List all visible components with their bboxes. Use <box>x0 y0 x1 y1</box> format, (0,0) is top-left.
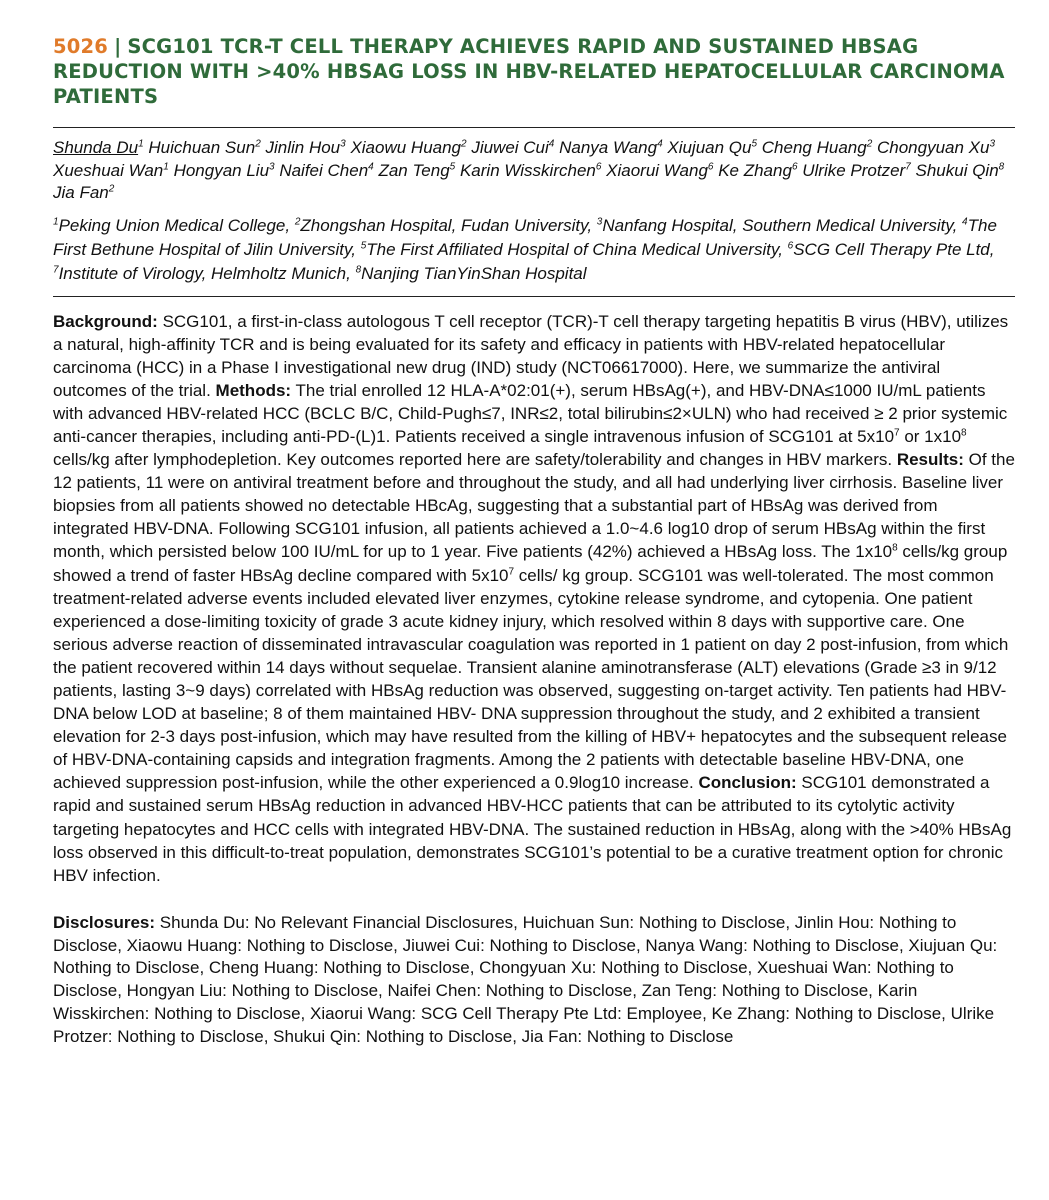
author-sup: 4 <box>548 138 555 150</box>
author-sup: 2 <box>866 138 873 150</box>
results-text: Of the 12 patients, 11 were on antiviral treatment before and throughout the study, and all had underlying liver cirrhosis. Baseline liver biopsies from all patients showed no detectable HBcAg, suggesting that a substantial part of HBsAg was derived from integrated HBV-DNA. Following SCG101 infusion, all patients achieved a 1.0~4.6 log10 drop of serum HBsAg within the first month, which persisted below 100 IU/mL for up to 1 year. Five patients (42%) achieved a HBsAg loss. The 1x10 <box>53 450 1015 562</box>
results-sup: 8 <box>892 542 898 554</box>
results-sup: 7 <box>508 565 515 577</box>
author-name: Shukui Qin <box>915 160 999 180</box>
affiliation-sup: 7 <box>53 263 59 275</box>
results-text: cells/ kg group. SCG101 was well-tolerated. The most common treatment-related adverse events included elevated liver enzymes, cytokine release syndrome, and cytopenia. One patient experienced a dose-limiting toxicity of grade 3 acute kidney injury, which resolved within 8 days with supportive care. One serious adverse reaction of disseminated intravascular coagulation was reported in 1 patient on day 2 post-infusion, from which the patient recovered within 14 days without sequelae. Transient alanine aminotransferase (ALT) elevations (Grade ≥3 in 9/12 patients, lasting 3~9 days) correlated with HBsAg reduction was observed, suggesting on-target activity. Ten patients had HBV-DNA below LOD at baseline; 8 of them maintained HBV- DNA suppression throughout the study, and 2 exhibited a transient elevation for 2-3 days post-infusion, which may have resulted from the killing of HBV+ hepatocytes and the subsequent release of HBV-DNA-containing capsids and integration fragments. Among the 2 patients with detectable baseline HBV-DNA, one achieved suppression post-infusion, while the other experienced a 0.9log10 increase. <box>53 565 1009 793</box>
author-sup: 6 <box>791 160 798 172</box>
author-sup: 4 <box>368 160 374 172</box>
author-sup: 6 <box>707 160 714 172</box>
affiliation-sup: 4 <box>962 215 968 227</box>
methods-sup: 8 <box>961 427 967 439</box>
abstract-page <box>53 34 1015 1049</box>
author-name: Nanya Wang <box>559 138 658 157</box>
author-name: Chongyuan Xu <box>877 138 990 157</box>
affiliation-sup: 1 <box>53 215 59 227</box>
affiliation-sup: 8 <box>355 263 362 275</box>
author-name: Jinlin Hou <box>265 138 341 157</box>
abstract-number: 5026 <box>53 35 109 58</box>
author-sup: 1 <box>163 160 169 172</box>
conclusion-text: SCG101 demonstrated a rapid and sustained serum HBsAg reduction in advanced HBV-HCC patients that can be attributed to its cytolytic activity targeting hepatocytes and HCC cells with integrated HBV-DNA. The sustained reduction in HBsAg, along with the >40% HBsAg loss observed in this difficult-to-treat population, demonstrates SCG101’s potential to be a curative treatment option for chronic HBV infection. <box>53 773 1012 885</box>
disclosures <box>53 912 1015 1049</box>
author-name: Jia Fan <box>53 183 109 202</box>
title-separator: | <box>114 35 122 58</box>
author-sup: 3 <box>989 138 996 150</box>
author-first: Shunda Du <box>53 138 139 157</box>
author-sup: 2 <box>461 138 467 150</box>
methods-text: or 1x10 <box>899 426 962 446</box>
affiliation-name: Nanfang Hospital, Southern Medical University <box>602 215 953 235</box>
author-sup: 5 <box>751 138 758 150</box>
abstract-body <box>53 310 1015 887</box>
author-sup: 2 <box>255 138 261 150</box>
author-sup: 8 <box>998 160 1005 172</box>
abstract-title-text: SCG101 TCR-T CELL THERAPY ACHIEVES RAPID AND SUSTAINED HBSAG REDUCTION WITH >40% HBSAG LOSS IN HBV-RELATED HEPATOCELLULAR CARCINOMA PATIENTS <box>53 35 1005 108</box>
author-name: Naifei Chen <box>279 160 369 180</box>
author-name: Xiaorui Wang <box>606 160 708 180</box>
author-name: Xueshuai Wan <box>53 160 164 180</box>
author-name: Huichuan Sun <box>148 138 256 157</box>
affiliation-sup: 2 <box>294 215 301 227</box>
methods-label: Methods: <box>215 380 292 400</box>
bottom-divider <box>53 296 1015 297</box>
author-name: Ke Zhang <box>718 160 792 180</box>
methods-text: cells/kg after lymphodepletion. Key outcomes reported here are safety/tolerability and changes in HBV markers. <box>53 450 897 470</box>
affiliation-name: Institute of Virology, Helmholtz Munich <box>58 263 347 283</box>
author-sup: 6 <box>595 160 602 172</box>
author-sup: 3 <box>340 138 346 150</box>
author-first-sup: 1 <box>138 138 144 150</box>
abstract-title <box>53 34 1015 109</box>
results-text: cells/kg group showed a trend of faster HBsAg decline compared with 5x10 <box>53 542 1008 585</box>
affiliation-name: The First Affiliated Hospital of China Medical University <box>366 239 779 259</box>
affiliation-sup: 3 <box>596 215 603 227</box>
author-sup: 5 <box>449 160 456 172</box>
background-text: SCG101, a first-in-class autologous T cell receptor (TCR)-T cell therapy targeting hepatitis B virus (HBV), utilizes a natural, high-affinity TCR and is being evaluated for its safety and efficacy in patients with HBV-related hepatocellular carcinoma (HCC) in a Phase I investigational new drug (IND) study (NCT06617000). Here, we summarize the antiviral outcomes of the trial. <box>53 311 1009 400</box>
disclosures-text: Shunda Du: No Relevant Financial Disclosures, Huichuan Sun: Nothing to Disclose, Jinlin Hou: Nothing to Disclose, Xiaowu Huang: Nothing to Disclose, Jiuwei Cui: Nothing to Disclose, Nanya Wang: Nothing to Disclose, Xiujuan Qu: Nothing to Disclose, Cheng Huang: Nothing to Disclose, Chongyuan Xu: Nothing to Disclose, Xueshuai Wan: Nothing to Disclose, Hongyan Liu: Nothing to Disclose, Naifei Chen: Nothing to Disclose, Zan Teng: Nothing to Disclose, Karin Wisskirchen: Nothing to Disclose, Xiaorui Wang: SCG Cell Therapy Pte Ltd: Employee, Ke Zhang: Nothing to Disclose, Ulrike Protzer: Nothing to Disclose, Shukui Qin: Nothing to Disclose, Jia Fan: Nothing to Disclose <box>53 912 998 1046</box>
affiliation-name: Nanjing TianYinShan Hospital <box>361 263 587 283</box>
author-sup: 3 <box>269 160 275 172</box>
affiliation-list: $^1$Peking Union Medical College, $^2$Zhongshan Hospital, Fudan University, $^3$Nanfang Hospital, Southern Medical University, $^4$The First Bethune Hospital of Jilin University, $^5$The First Affiliated Hospital of China Medical University, $^6$SCG Cell Therapy Pte Ltd, $^7$Institute of Virology, Helmholtz Munich, $^8$Nanjing TianYinShan Hospital <box>53 215 997 283</box>
author-name: Ulrike Protzer <box>802 160 906 180</box>
top-divider <box>53 127 1015 128</box>
methods-text: The trial enrolled 12 HLA-A*02:01(+), serum HBsAg(+), and HBV-DNA≤1000 IU/mL patients with advanced HBV-related HCC (BCLC B/C, Child-Pugh≤7, INR≤2, total bilirubin≤2×ULN) who had received ≥ 2 prior systemic anti-cancer therapies, including anti-PD-(L)1. Patients received a single intravenous infusion of SCG101 at 5x10 <box>53 380 1008 446</box>
author-name: Cheng Huang <box>761 138 867 157</box>
author-name: Xiaowu Huang <box>350 138 462 157</box>
author-name: Jiuwei Cui <box>471 138 549 157</box>
author-list <box>53 137 1015 205</box>
results-label: Results: <box>896 450 964 470</box>
author-sup: 2 <box>108 183 115 195</box>
affiliation-name: The First Bethune Hospital of Jilin University <box>53 215 997 259</box>
disclosures-label: Disclosures: <box>53 912 156 932</box>
affiliation-name: SCG Cell Therapy Pte Ltd <box>793 239 990 259</box>
author-name: Hongyan Liu <box>173 160 270 180</box>
author-name: Karin Wisskirchen <box>459 160 596 180</box>
author-name: Zan Teng <box>378 160 450 180</box>
affiliation-name: Peking Union Medical College <box>58 215 286 235</box>
author-name: Xiujuan Qu <box>667 138 752 157</box>
conclusion-label: Conclusion: <box>698 773 797 793</box>
author-sup: 4 <box>657 138 663 150</box>
author-sup: 7 <box>905 160 911 172</box>
affiliation-sup: 6 <box>787 239 794 251</box>
methods-sup: 7 <box>894 427 900 439</box>
background-label: Background: <box>53 311 158 331</box>
affiliation-sup: 5 <box>360 239 367 251</box>
affiliation-name: Zhongshan Hospital, Fudan University <box>300 215 588 235</box>
